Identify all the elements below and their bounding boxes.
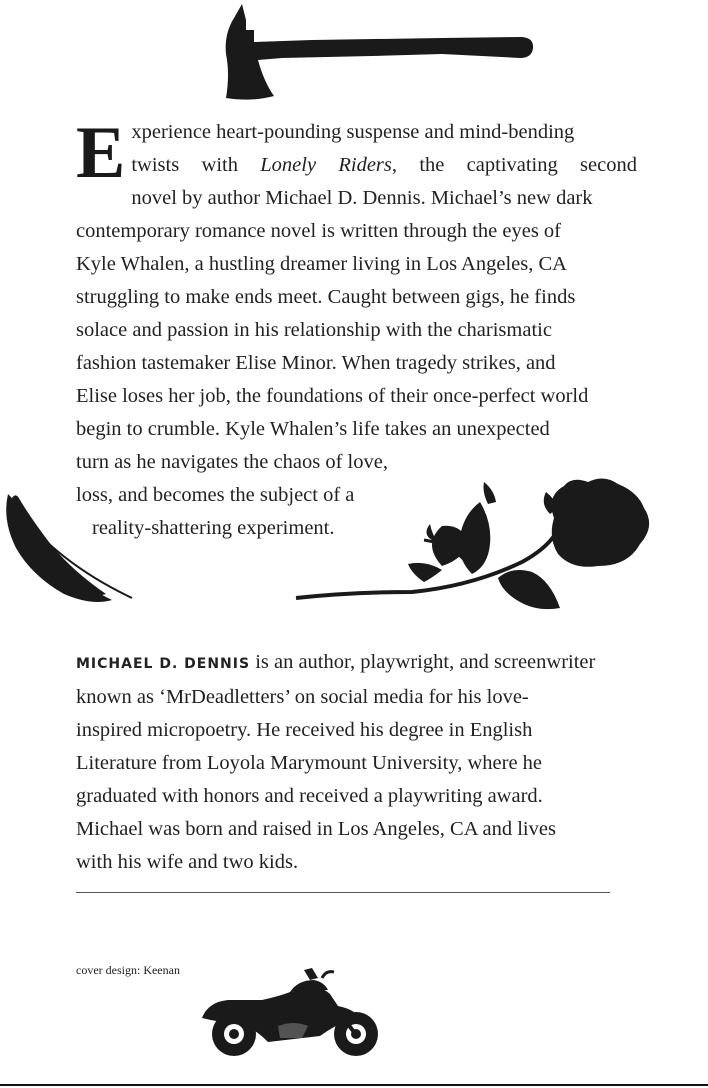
blurb-line: turn as he navigates the chaos of love, bbox=[76, 451, 388, 473]
book-title: Lonely Riders bbox=[260, 154, 392, 176]
bio-line: Literature from Loyola Marymount University, where he bbox=[76, 752, 543, 774]
blurb-line: contemporary romance novel is written through the eyes of bbox=[76, 220, 562, 242]
axe-icon bbox=[222, 4, 534, 100]
rose-icon bbox=[292, 474, 656, 622]
blurb-line: loss, and becomes the subject of a bbox=[76, 484, 355, 506]
bio-line: with his wife and two kids. bbox=[76, 851, 299, 873]
bio-line: inspired micropoetry. He received his degree in English bbox=[76, 719, 533, 741]
bio-line: graduated with honors and received a playwriting award. bbox=[76, 785, 543, 807]
cover-credit: cover design: Keenan bbox=[76, 963, 180, 977]
drop-cap: E bbox=[76, 112, 126, 194]
blurb-line: reality-shattering experiment. bbox=[92, 517, 335, 539]
blurb-line: struggling to make ends meet. Caught between gigs, he finds bbox=[76, 286, 576, 308]
blurb-line: novel by author Michael D. Dennis. Michael’s new dark bbox=[131, 187, 593, 209]
motorcycle-icon bbox=[198, 966, 382, 1058]
bio-line bbox=[76, 646, 637, 681]
blurb-line: begin to crumble. Kyle Whalen’s life takes an unexpected bbox=[76, 418, 550, 440]
blurb-line: solace and passion in his relationship with the charismatic bbox=[76, 319, 552, 341]
bio-line: Michael was born and raised in Los Angeles, CA and lives bbox=[76, 818, 556, 840]
blurb-text: , the captivating second bbox=[391, 154, 637, 176]
blurb-line: xperience heart-pounding suspense and mind-bending bbox=[131, 121, 575, 143]
feather-icon bbox=[2, 490, 134, 614]
author-bio bbox=[76, 646, 637, 879]
blurb-line: Elise loses her job, the foundations of their once-perfect world bbox=[76, 385, 589, 407]
blurb-line: Kyle Whalen, a hustling dreamer living in Los Angeles, CA bbox=[76, 253, 567, 275]
author-name: MICHAEL D. DENNIS bbox=[76, 656, 251, 672]
page-bottom-border bbox=[0, 1084, 708, 1086]
bio-line: known as ‘MrDeadletters’ on social media for his love- bbox=[76, 686, 529, 708]
bio-text: is an author, playwright, and screenwriter bbox=[250, 651, 596, 673]
blurb-text: twists with bbox=[131, 154, 261, 176]
blurb-line: fashion tastemaker Elise Minor. When tragedy strikes, and bbox=[76, 352, 556, 374]
blurb-line bbox=[76, 149, 637, 182]
divider-line bbox=[76, 892, 610, 893]
